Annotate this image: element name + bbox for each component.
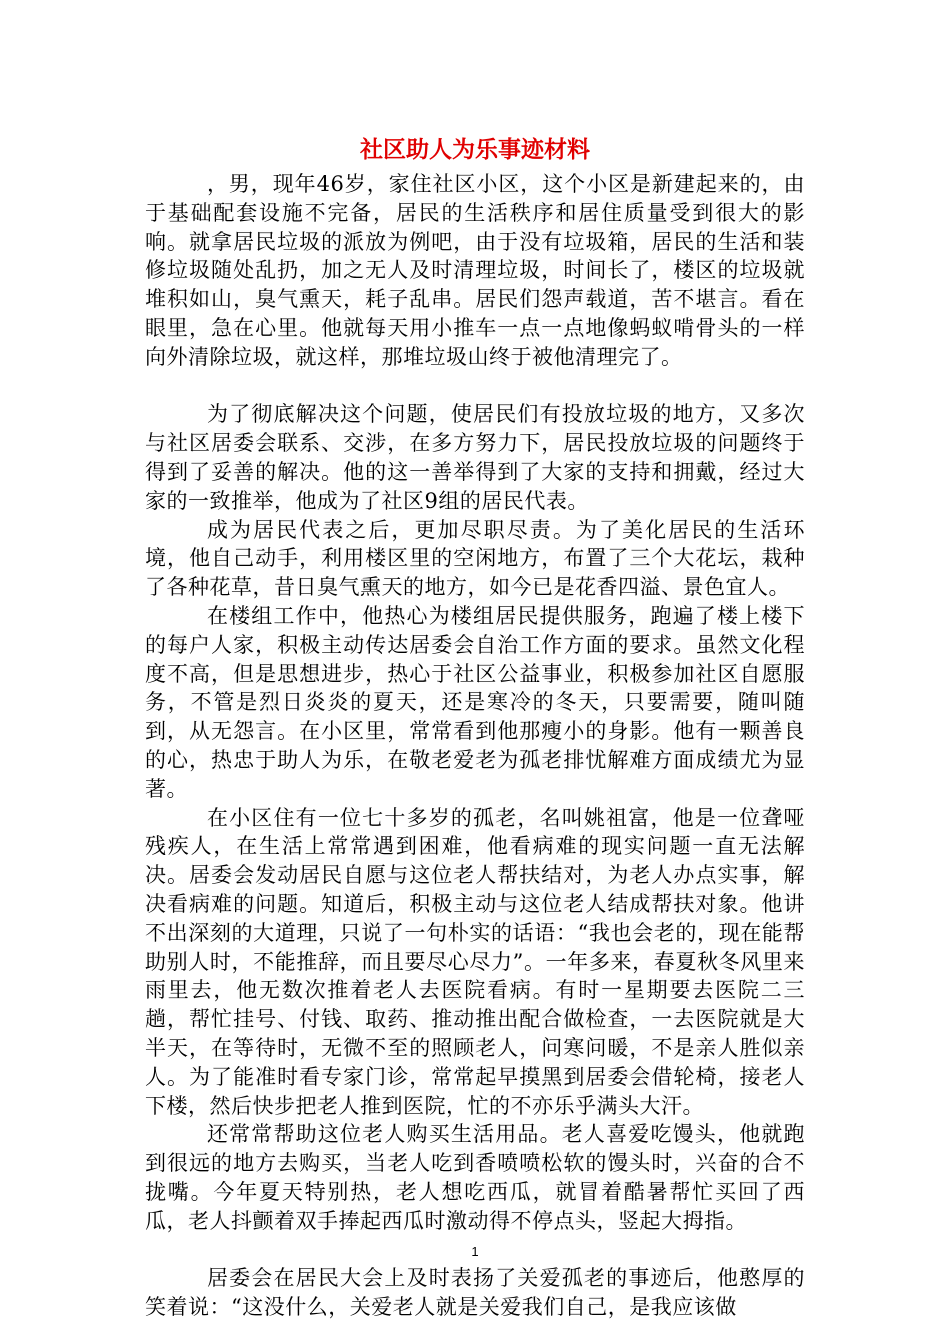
paragraph-1: ，男，现年46岁，家住社区小区，这个小区是新建起来的，由于基础配套设施不完备，居民的生活秩序和居住质量受到很大的影响。就拿居民垃圾的派放为例吧，由于没有垃圾箱，居民的生活和装修垃圾随处乱扔，加之无人及时清理垃圾，时间长了，楼区的垃圾就堆积如山，臭气熏天，耗子乱串。居民们怨声载道，苦不堪言。看在眼里，急在心里。他就每天用小推车一点一点地像蚂蚁啃骨头的一样向外清除垃圾，就这样，那堆垃圾山终于被他清理完了。 bbox=[145, 172, 805, 369]
page-number: 1 bbox=[471, 1244, 479, 1259]
document-title: 社区助人为乐事迹材料 bbox=[360, 136, 590, 163]
paragraph-3: 成为居民代表之后，更加尽职尽责。为了美化居民的生活环境，他自己动手，利用楼区里的空闲地方，布置了三个大花坛，栽种了各种花草，昔日臭气熏天的地方，如今已是花香四溢、景色宜人。 bbox=[145, 517, 805, 600]
paragraph-7: 居委会在居民大会上及时表扬了关爱孤老的事迹后，他憨厚的笑着说：“这没什么，关爱老人就是关爱我们自己，是我应该做 bbox=[145, 1266, 805, 1320]
document-body bbox=[145, 170, 805, 1322]
paragraph-6: 还常常帮助这位老人购买生活用品。老人喜爱吃馒头，他就跑到很远的地方去购买，当老人吃到香喷喷松软的馒头时，兴奋的合不拢嘴。今年夏天特别热，老人想吃西瓜，就冒着酷暑帮忙买回了西瓜，老人抖颤着双手捧起西瓜时激动得不停点头，竖起大拇指。 bbox=[145, 1122, 805, 1233]
paragraph-2: 为了彻底解决这个问题，使居民们有投放垃圾的地方，又多次与社区居委会联系、交涉，在多方努力下，居民投放垃圾的问题终于得到了妥善的解决。他的这一善举得到了大家的支持和拥戴，经过大家的一致推举，他成为了社区9组的居民代表。 bbox=[145, 402, 805, 513]
paragraph-5: 在小区住有一位七十多岁的孤老，名叫姚祖富，他是一位聋哑残疾人，在生活上常常遇到困难，他看病难的现实问题一直无法解决。居委会发动居民自愿与这位老人帮扶结对，为老人办点实事，解决看病难的问题。知道后，积极主动与这位老人结成帮扶对象。他讲不出深刻的大道理，只说了一句朴实的话语：“我也会老的，现在能帮助别人时，不能推辞，而且要尽心尽力”。一年多来，春夏秋冬风里来雨里去，他无数次推着老人去医院看病。有时一星期要去医院二三趟，帮忙挂号、付钱、取药、推动推出配合做检查，一去医院就是大半天，在等待时，无微不至的照顾老人，问寒问暖，不是亲人胜似亲人。为了能准时看专家门诊，常常起早摸黑到居委会借轮椅，接老人下楼，然后快步把老人推到医院，忙的不亦乐乎满头大汗。 bbox=[145, 805, 805, 1118]
paragraph-4: 在楼组工作中，他热心为楼组居民提供服务，跑遍了楼上楼下的每户人家，积极主动传达居委会自治工作方面的要求。虽然文化程度不高，但是思想进步，热心于社区公益事业，积极参加社区自愿服务，不管是烈日炎炎的夏天，还是寒冷的冬天，只要需要，随叫随到，从无怨言。在小区里，常常看到他那瘦小的身影。他有一颗善良的心，热忠于助人为乐，在敬老爱老为孤老排忧解难方面成绩尤为显著。 bbox=[145, 603, 805, 801]
